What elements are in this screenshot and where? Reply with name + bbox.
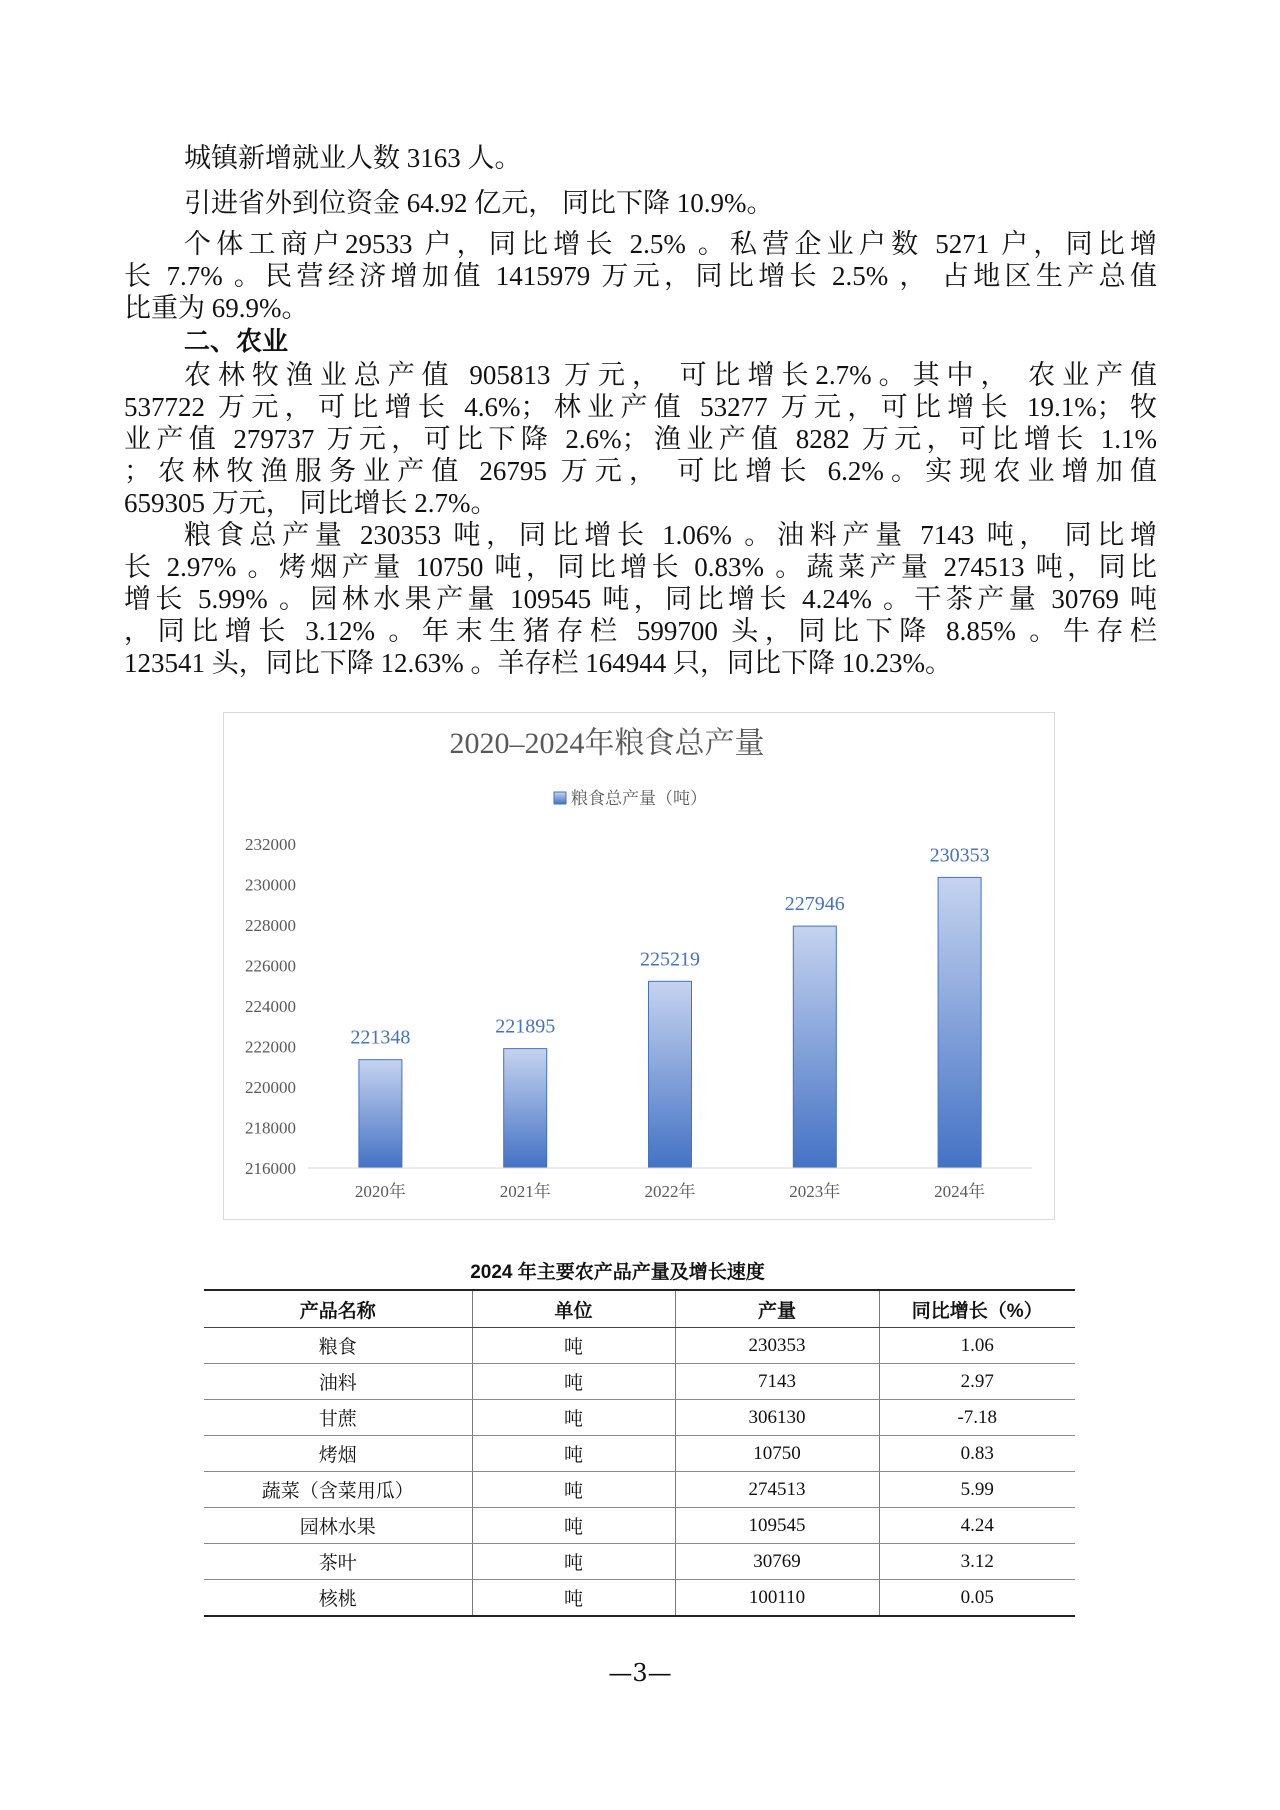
y-tick-label: 228000 (245, 916, 296, 935)
table-row (204, 1544, 1075, 1580)
paragraph-investment (124, 187, 1157, 219)
cell-product: 油料 (204, 1364, 472, 1400)
cell-unit: 吨 (472, 1508, 675, 1544)
cell-growth: 4.24 (879, 1508, 1075, 1544)
header-unit: 单位 (472, 1290, 675, 1328)
body-text (124, 142, 1157, 679)
text-line: 引进省外到位资金 64.92 亿元， 同比下降 10.9%。 (184, 188, 774, 218)
cell-output: 306130 (675, 1400, 879, 1436)
y-tick-label: 230000 (245, 875, 296, 895)
text-line: ，同比增长 3.12% 。年末生猪存栏 599700 头，同比下降 8.85% 。牛存栏 (124, 616, 1157, 646)
x-tick-label: 2021年 (499, 1182, 551, 1201)
cell-product: 园林水果 (204, 1508, 472, 1544)
text-line: 个体工商户29533 户，同比增长 2.5% 。私营企业户数 5271 户，同比增 (184, 229, 1157, 259)
x-tick-label: 2022年 (644, 1182, 696, 1201)
grain-output-chart (223, 712, 1055, 1220)
text-line: 537722 万元，可比增长 4.6%；林业产值 53277 万元，可比增长 19.1%；牧 (124, 392, 1157, 422)
cell-growth: -7.18 (879, 1400, 1075, 1436)
cell-unit: 吨 (472, 1328, 675, 1364)
cell-growth: 1.06 (879, 1328, 1075, 1364)
paragraph-grain-output (124, 519, 1157, 679)
cell-product: 甘蔗 (204, 1400, 472, 1436)
agri-products-table (204, 1289, 1075, 1617)
cell-growth: 2.97 (879, 1364, 1075, 1400)
table-row (204, 1436, 1075, 1472)
cell-output: 230353 (675, 1328, 879, 1364)
y-tick-label: 216000 (245, 1159, 296, 1178)
legend-swatch (554, 792, 566, 804)
cell-product: 烤烟 (204, 1436, 472, 1472)
paragraph-agriculture-output (124, 359, 1157, 519)
bar-2022年 (649, 981, 692, 1168)
table-row (204, 1472, 1075, 1508)
table-row (204, 1508, 1075, 1544)
bar-2021年 (504, 1049, 547, 1168)
chart-legend (554, 789, 707, 808)
bar-2020年 (359, 1060, 402, 1168)
table-row (204, 1364, 1075, 1400)
cell-growth: 0.83 (879, 1436, 1075, 1472)
data-label: 225219 (640, 948, 700, 971)
cell-output: 100110 (675, 1580, 879, 1617)
text-line: ；农林牧渔服务业产值 26795 万元， 可比增长 6.2%。实现农业增加值 (124, 456, 1157, 486)
y-tick-label: 224000 (245, 997, 296, 1016)
cell-output: 109545 (675, 1508, 879, 1544)
cell-product: 粮食 (204, 1328, 472, 1364)
text-line: 城镇新增就业人数 3163 人。 (184, 143, 522, 173)
bar-2024年 (938, 877, 981, 1168)
header-output: 产量 (675, 1290, 879, 1328)
data-label: 230353 (929, 844, 990, 867)
paragraph-private-economy (124, 228, 1157, 324)
text-line: 659305 万元， 同比增长 2.7%。 (124, 488, 498, 518)
cell-unit: 吨 (472, 1364, 675, 1400)
cell-growth: 5.99 (879, 1472, 1075, 1508)
bar-2023年 (793, 926, 836, 1168)
x-tick-label: 2023年 (789, 1182, 841, 1201)
chart-title: 2020–2024年粮食总产量 (449, 727, 765, 760)
chart-canvas (223, 712, 1055, 1220)
y-tick-label: 218000 (245, 1118, 296, 1138)
text-line: 业产值 279737 万元，可比下降 2.6%；渔业产值 8282 万元，可比增长 1.1% (124, 424, 1157, 454)
cell-output: 7143 (675, 1364, 879, 1400)
data-label: 227946 (784, 893, 845, 916)
text-line: 农林牧渔业总产值 905813 万元， 可比增长2.7%。其中， 农业产值 (184, 360, 1157, 390)
table-row (204, 1400, 1075, 1436)
text-line: 比重为 69.9%。 (124, 293, 309, 323)
data-label: 221895 (495, 1015, 556, 1038)
cell-unit: 吨 (472, 1400, 675, 1436)
y-tick-label: 232000 (245, 835, 296, 854)
table-row (204, 1328, 1075, 1364)
text-line: 长 7.7% 。民营经济增加值 1415979 万元，同比增长 2.5% ， 占地区生产总值 (124, 261, 1157, 291)
text-line: 粮食总产量 230353 吨，同比增长 1.06% 。油料产量 7143 吨， 同比增 (184, 520, 1157, 550)
y-tick-label: 222000 (245, 1037, 296, 1057)
y-axis (245, 835, 296, 1178)
table-row (204, 1580, 1075, 1617)
y-tick-label: 220000 (245, 1078, 296, 1097)
cell-output: 30769 (675, 1544, 879, 1580)
x-tick-label: 2024年 (934, 1182, 986, 1201)
cell-unit: 吨 (472, 1472, 675, 1508)
cell-product: 蔬菜（含菜用瓜） (204, 1472, 472, 1508)
cell-unit: 吨 (472, 1544, 675, 1580)
text-line: 123541 头，同比下降 12.63% 。羊存栏 164944 只，同比下降 10.23%。 (124, 648, 952, 678)
paragraph-employment (124, 142, 1157, 174)
section-heading: 二、农业 (184, 327, 289, 357)
text-line: 长 2.97% 。烤烟产量 10750 吨，同比增长 0.83% 。蔬菜产量 274513 吨，同比 (124, 552, 1157, 582)
text-line: 增长 5.99% 。园林水果产量 109545 吨，同比增长 4.24% 。干茶产量 30769 吨 (124, 584, 1157, 614)
cell-output: 10750 (675, 1436, 879, 1472)
cell-product: 茶叶 (204, 1544, 472, 1580)
y-tick-label: 226000 (245, 956, 296, 976)
page-number: —3— (608, 1659, 672, 1687)
cell-unit: 吨 (472, 1436, 675, 1472)
table-header-row (204, 1290, 1075, 1328)
cell-growth: 3.12 (879, 1544, 1075, 1580)
agri-products-table-section (204, 1258, 1075, 1617)
data-label: 221348 (350, 1026, 411, 1049)
cell-unit: 吨 (472, 1580, 675, 1617)
x-tick-label: 2020年 (354, 1182, 406, 1201)
cell-output: 274513 (675, 1472, 879, 1508)
legend-label: 粮食总产量（吨） (571, 789, 707, 808)
table-title: 2024 年主要农产品产量及增长速度 (470, 1262, 765, 1283)
header-product-name: 产品名称 (204, 1290, 472, 1328)
header-yoy-growth: 同比增长（%） (879, 1290, 1075, 1328)
cell-growth: 0.05 (879, 1580, 1075, 1617)
cell-product: 核桃 (204, 1580, 472, 1617)
